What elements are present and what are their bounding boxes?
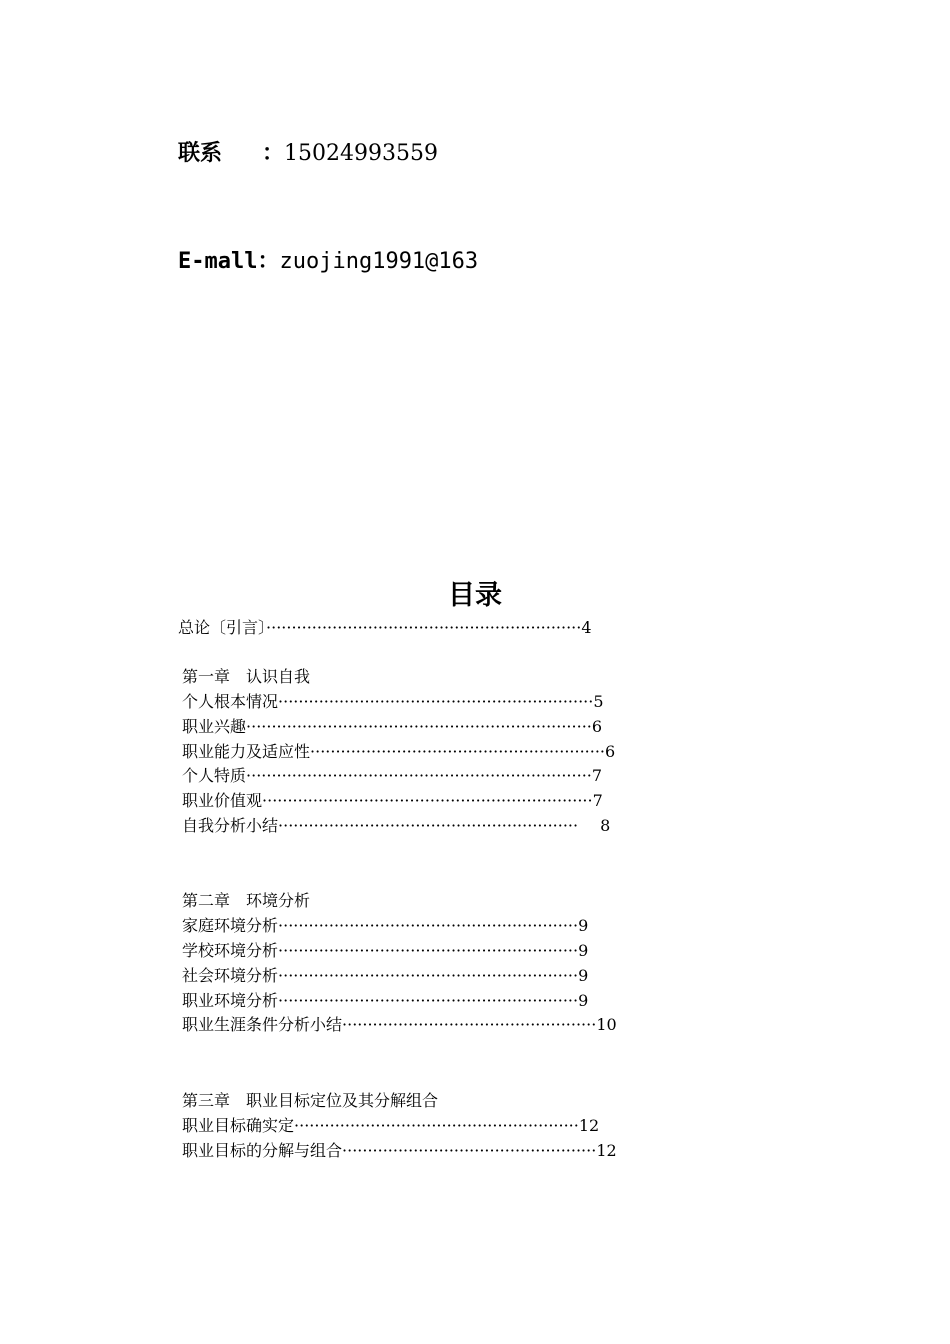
toc-entry-label: 职业兴趣 bbox=[182, 717, 247, 736]
toc-entry[interactable] bbox=[182, 740, 615, 764]
toc-entry-page: 12 bbox=[596, 1141, 617, 1160]
toc-entry[interactable] bbox=[182, 789, 603, 813]
toc-entry-page: 9 bbox=[578, 991, 589, 1010]
toc-chapter-heading[interactable]: 第二章 环境分析 bbox=[182, 891, 311, 910]
toc-entry-page: 7 bbox=[591, 766, 603, 785]
phone-value: 15024993559 bbox=[284, 141, 438, 166]
toc-entry-label: 个人特质 bbox=[182, 766, 247, 785]
toc-entry[interactable] bbox=[182, 1013, 617, 1037]
toc-entry-page: 12 bbox=[578, 1116, 600, 1135]
toc-leader-dots: ·················································· bbox=[342, 1015, 597, 1034]
toc-entry-page: 9 bbox=[578, 966, 589, 985]
email-label: E-mall： bbox=[178, 249, 280, 274]
toc-entry[interactable] bbox=[182, 764, 602, 788]
toc-leader-dots: ································································· bbox=[262, 791, 593, 810]
contact-phone-row bbox=[178, 136, 438, 167]
toc-entry-page: 6 bbox=[591, 717, 603, 736]
toc-leader-dots: ······························································ bbox=[266, 618, 582, 637]
toc-entry-page: 9 bbox=[578, 941, 589, 960]
toc-leader-dots: ··························································· bbox=[278, 816, 579, 835]
toc-entry-page: 9 bbox=[578, 916, 589, 935]
toc-leader-dots: ······························································ bbox=[278, 692, 594, 711]
email-value: zuojing1991@163 bbox=[279, 249, 479, 274]
toc-entry-label: 总论〔引言〕 bbox=[178, 618, 267, 637]
toc-title: 目录 bbox=[448, 580, 502, 611]
toc-entry-page: 8 bbox=[600, 816, 611, 835]
toc-entry-label: 职业目标的分解与组合 bbox=[182, 1141, 343, 1160]
contact-email-row bbox=[178, 244, 478, 275]
toc-entry[interactable] bbox=[182, 939, 588, 963]
toc-entry[interactable] bbox=[182, 989, 588, 1013]
toc-leader-dots: ··························································· bbox=[278, 916, 579, 935]
toc-entry-label: 职业生涯条件分析小结 bbox=[182, 1015, 343, 1034]
toc-leader-dots: ···································································· bbox=[246, 766, 592, 785]
toc-entry-label: 自我分析小结 bbox=[182, 816, 279, 835]
toc-entry[interactable] bbox=[182, 1114, 599, 1138]
toc-entry-page: 10 bbox=[596, 1015, 617, 1034]
toc-entry[interactable] bbox=[182, 690, 604, 714]
toc-entry[interactable] bbox=[182, 814, 610, 838]
toc-entry-label: 职业能力及适应性 bbox=[182, 742, 311, 761]
toc-entry[interactable] bbox=[182, 1139, 617, 1163]
toc-entry-label: 职业目标确实定 bbox=[182, 1116, 295, 1135]
toc-leader-dots: ···································································· bbox=[246, 717, 592, 736]
toc-entry-label: 家庭环境分析 bbox=[182, 916, 279, 935]
toc-leader-dots: ··························································· bbox=[278, 941, 579, 960]
phone-label: 联系 bbox=[178, 141, 223, 166]
toc-entry-page: 4 bbox=[581, 618, 592, 637]
toc-entry-label: 职业价值观 bbox=[182, 791, 263, 810]
toc-entry[interactable] bbox=[182, 715, 602, 739]
toc-entry-intro[interactable] bbox=[178, 616, 592, 640]
toc-entry-page: 6 bbox=[605, 742, 616, 761]
toc-entry[interactable] bbox=[182, 964, 588, 988]
toc-entry-label: 职业环境分析 bbox=[182, 991, 279, 1010]
toc-leader-dots: ·························································· bbox=[310, 742, 605, 761]
toc-leader-dots: ··························································· bbox=[278, 991, 579, 1010]
toc-entry-page: 7 bbox=[592, 791, 603, 810]
toc-leader-dots: ·················································· bbox=[342, 1141, 597, 1160]
toc-entry-label: 社会环境分析 bbox=[182, 966, 279, 985]
toc-entry-label: 个人根本情况 bbox=[182, 692, 279, 711]
toc-chapter-heading[interactable]: 第三章 职业目标定位及其分解组合 bbox=[182, 1091, 439, 1110]
toc-entry-label: 学校环境分析 bbox=[182, 941, 279, 960]
toc-chapter-heading[interactable]: 第一章 认识自我 bbox=[182, 667, 311, 686]
phone-separator: ： bbox=[262, 141, 285, 166]
toc-leader-dots: ··························································· bbox=[278, 966, 579, 985]
toc-leader-dots: ························································ bbox=[294, 1116, 579, 1135]
toc-entry-page: 5 bbox=[593, 692, 604, 711]
toc-entry[interactable] bbox=[182, 914, 588, 938]
